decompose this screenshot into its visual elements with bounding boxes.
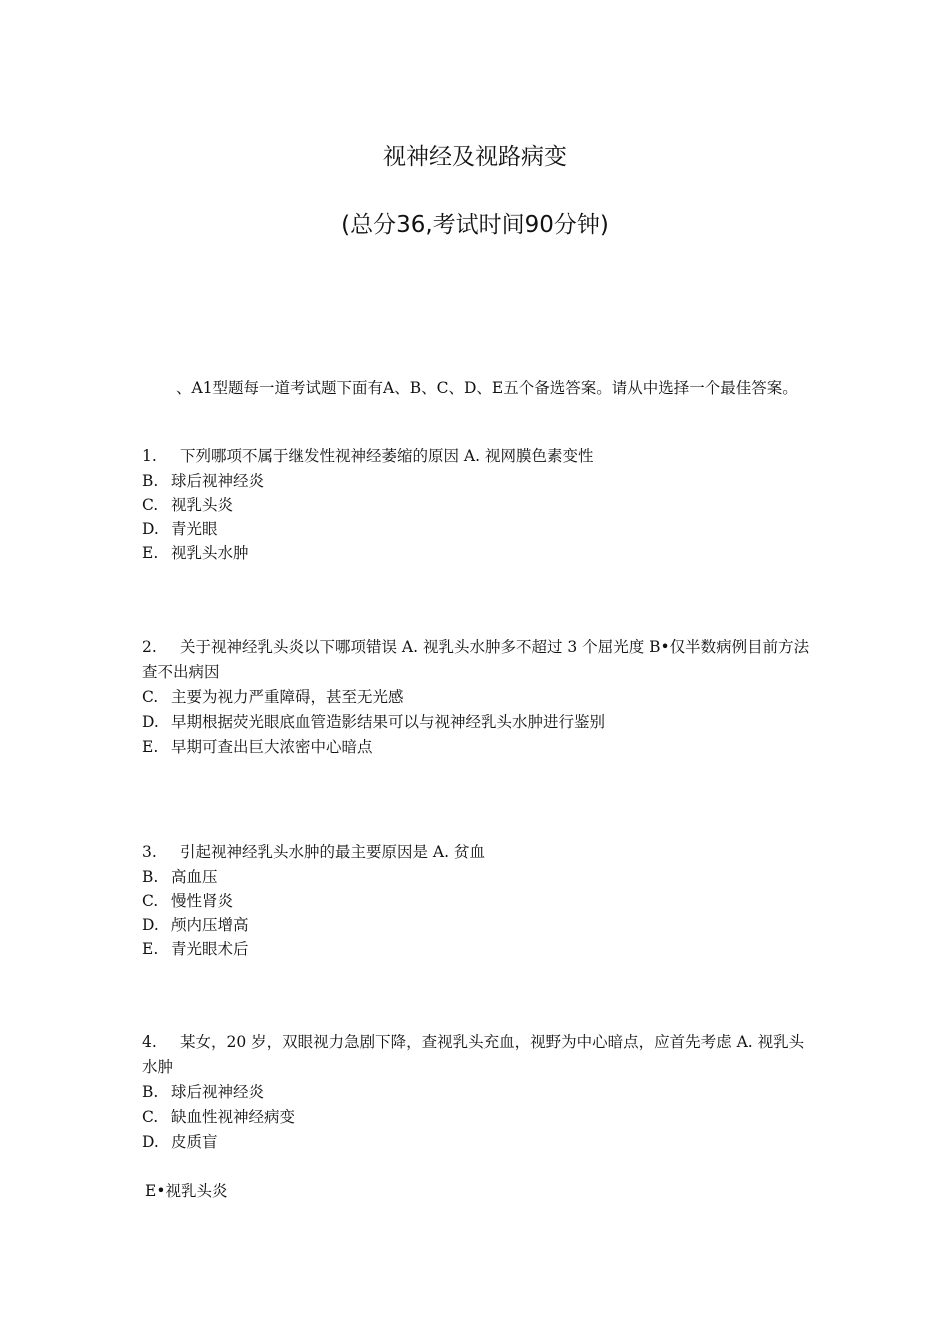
option <box>142 1130 814 1155</box>
option-text: 皮质盲 <box>171 1133 218 1151</box>
question-number: 1. <box>142 447 157 465</box>
option <box>142 469 814 493</box>
option <box>142 1080 814 1105</box>
question-text: 引起视神经乳头水肿的最主要原因是 A. 贫血 <box>180 843 485 861</box>
option <box>142 1105 814 1130</box>
question-4 <box>142 1030 814 1155</box>
option-text: 慢性肾炎 <box>171 892 234 910</box>
option-letter: E. <box>142 544 159 562</box>
option-text: 球后视神经炎 <box>171 472 265 490</box>
option-text: 高血压 <box>171 868 218 886</box>
question-stem <box>142 444 814 469</box>
option-text: 球后视神经炎 <box>171 1083 265 1101</box>
option-text: 视乳头炎 <box>171 496 234 514</box>
option <box>142 865 814 889</box>
option <box>142 517 814 541</box>
option-e-last: E•视乳头炎 <box>145 1182 228 1200</box>
option-letter: B. <box>142 472 159 490</box>
question-stem <box>142 840 814 865</box>
option-letter: C. <box>142 496 159 514</box>
option <box>142 493 814 517</box>
option <box>142 913 814 937</box>
option-text: 颅内压增高 <box>171 916 249 934</box>
question-number: 2. <box>142 638 157 656</box>
option-text: 早期根据荧光眼底血管造影结果可以与视神经乳头水肿进行鉴别 <box>171 713 606 731</box>
option-letter: C. <box>142 688 159 706</box>
option-letter: D. <box>142 713 159 731</box>
question-stem <box>142 1030 814 1080</box>
option-text: 青光眼 <box>171 520 218 538</box>
option-letter: E. <box>142 738 159 756</box>
option <box>142 735 814 760</box>
option <box>142 685 814 710</box>
option-text: 早期可查出巨大浓密中心暗点 <box>171 738 373 756</box>
option <box>142 937 814 961</box>
question-text: 下列哪项不属于继发性视神经萎缩的原因 A. 视网膜色素变性 <box>180 447 594 465</box>
question-number: 3. <box>142 843 157 861</box>
option <box>142 889 814 913</box>
option-text: 视乳头水肿 <box>171 544 249 562</box>
section-intro: 、A1型题每一道考试题下面有A、B、C、D、E五个备选答案。请从中选择一个最佳答案。 <box>176 379 798 397</box>
option <box>142 541 814 565</box>
question-text: 某女，20 岁，双眼视力急剧下降，查视乳头充血，视野为中心暗点，应首先考虑 A. 视乳头水肿 <box>142 1033 805 1076</box>
question-text: 关于视神经乳头炎以下哪项错误 A. 视乳头水肿多不超过 3 个屈光度 B•仅半数病例目前方法查不出病因 <box>142 638 810 681</box>
option-letter: B. <box>142 868 159 886</box>
option-letter: B. <box>142 1083 159 1101</box>
option-letter: E. <box>142 940 159 958</box>
question-3 <box>142 840 814 961</box>
option-letter: C. <box>142 1108 159 1126</box>
question-stem <box>142 635 814 685</box>
option-letter: D. <box>142 1133 159 1151</box>
option-text: 主要为视力严重障碍，甚至无光感 <box>171 688 404 706</box>
option-letter: D. <box>142 520 159 538</box>
option <box>142 710 814 735</box>
option-text: 缺血性视神经病变 <box>171 1108 296 1126</box>
question-number: 4. <box>142 1033 157 1051</box>
document-title: 视神经及视路病变 <box>383 144 567 170</box>
option-letter: C. <box>142 892 159 910</box>
option-letter: D. <box>142 916 159 934</box>
document-subtitle: (总分36,考试时间90分钟) <box>341 212 609 238</box>
question-1 <box>142 444 814 565</box>
option-text: 青光眼术后 <box>171 940 249 958</box>
question-2 <box>142 635 814 760</box>
